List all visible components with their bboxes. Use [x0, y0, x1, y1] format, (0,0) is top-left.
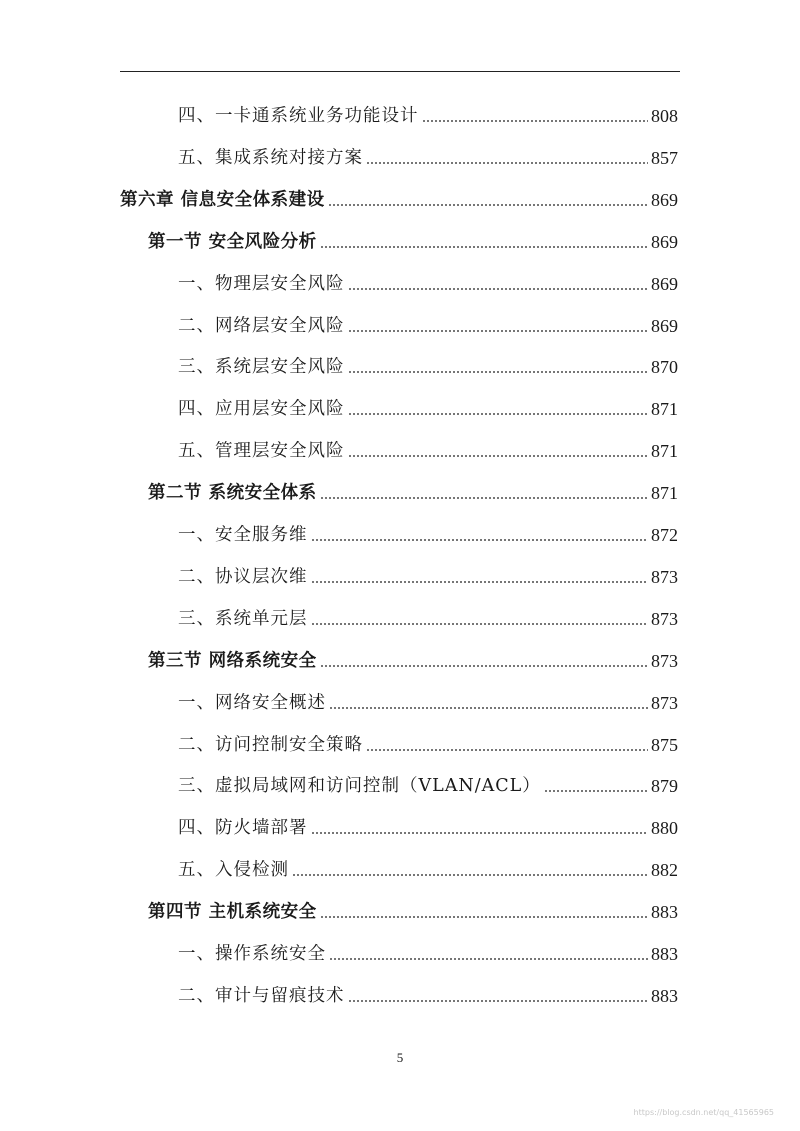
toc-entry-title: 四、一卡通系统业务功能设计 [178, 106, 419, 126]
toc-entry-title: 五、管理层安全风险 [178, 441, 345, 462]
toc-entry-title: 第二节 系统安全体系 [148, 483, 317, 504]
toc-entry-item[interactable] [178, 516, 678, 546]
toc-entry-page-number: 873 [651, 566, 678, 587]
dot-leader [348, 288, 649, 290]
toc-entry-title: 三、系统层安全风险 [178, 357, 345, 378]
toc-entry-item[interactable] [178, 97, 678, 127]
toc-entry-title: 三、虚拟局域网和访问控制（VLAN/ACL） [178, 776, 541, 797]
dot-leader [311, 539, 649, 541]
dot-leader [311, 581, 649, 583]
toc-entry-item[interactable] [178, 935, 678, 965]
toc-entry-title: 第三节 网络系统安全 [148, 650, 317, 671]
dot-leader [329, 707, 648, 709]
toc-entry-page-number: 869 [651, 273, 678, 294]
toc-entry-page-number: 883 [651, 902, 678, 923]
dot-leader [292, 874, 648, 876]
toc-entry-title: 二、协议层次维 [178, 566, 308, 587]
toc-entry-page-number: 871 [651, 483, 678, 504]
dot-leader [311, 832, 649, 834]
toc-entry-item[interactable] [178, 726, 678, 756]
dot-leader [311, 623, 649, 625]
header-rule [120, 71, 680, 72]
dot-leader [329, 958, 648, 960]
toc-entry-title: 四、防火墙部署 [178, 818, 308, 839]
dot-leader [544, 790, 648, 792]
dot-leader [348, 455, 649, 457]
toc-entry-page-number: 871 [651, 399, 678, 420]
toc-entry-page-number: 871 [651, 441, 678, 462]
toc-entry-title: 二、访问控制安全策略 [178, 734, 363, 755]
toc-entry-page-number: 882 [651, 860, 678, 881]
toc-entry-item[interactable] [178, 809, 678, 839]
toc-entry-section[interactable] [148, 642, 678, 672]
toc-entry-item[interactable] [178, 767, 678, 797]
toc-entry-item[interactable] [178, 558, 678, 588]
toc-entry-page-number: 883 [651, 985, 678, 1006]
toc-entry-page-number: 869 [651, 315, 678, 336]
page-number: 5 [396, 1050, 404, 1065]
toc-entry-item[interactable] [178, 851, 678, 881]
toc-entry-title: 一、操作系统安全 [178, 944, 326, 964]
toc-entry-page-number: 873 [651, 650, 678, 671]
toc-entry-page-number: 873 [651, 608, 678, 629]
toc-entry-item[interactable] [178, 265, 678, 295]
toc-entry-page-number: 857 [651, 147, 678, 168]
dot-leader [320, 497, 648, 499]
toc-entry-item[interactable] [178, 390, 678, 420]
toc-entry-page-number: 883 [651, 944, 678, 964]
toc-entry-title: 二、审计与留痕技术 [178, 985, 345, 1006]
toc-entry-page-number: 873 [651, 692, 678, 713]
toc-entry-title: 第四节 主机系统安全 [148, 902, 317, 923]
toc-entry-item[interactable] [178, 139, 678, 169]
toc-entry-section[interactable] [148, 223, 678, 253]
toc-entry-title: 三、系统单元层 [178, 608, 308, 629]
toc-entry-title: 一、网络安全概述 [178, 692, 326, 713]
dot-leader [348, 1000, 649, 1002]
toc-entry-item[interactable] [178, 684, 678, 714]
watermark: https://blog.csdn.net/qq_41565965 [633, 1108, 774, 1117]
dot-leader [422, 120, 649, 122]
toc-entry-item[interactable] [178, 432, 678, 462]
dot-leader [348, 371, 649, 373]
toc-entry-title: 一、安全服务维 [178, 525, 308, 545]
toc-entry-title: 二、网络层安全风险 [178, 315, 345, 336]
toc-entry-item[interactable] [178, 977, 678, 1007]
toc-entry-item[interactable] [178, 348, 678, 378]
toc-entry-title: 五、集成系统对接方案 [178, 147, 363, 168]
toc-entry-title: 一、物理层安全风险 [178, 273, 345, 294]
toc-entry-title: 四、应用层安全风险 [178, 399, 345, 420]
toc-entry-page-number: 880 [651, 818, 678, 839]
dot-leader [328, 204, 648, 206]
toc-entry-page-number: 870 [651, 357, 678, 378]
toc-entry-page-number: 879 [651, 776, 678, 797]
toc-entry-title: 第一节 安全风险分析 [148, 231, 317, 252]
toc-entry-page-number: 875 [651, 734, 678, 755]
toc-entry-item[interactable] [178, 600, 678, 630]
dot-leader [320, 246, 648, 248]
dot-leader [366, 162, 648, 164]
dot-leader [366, 749, 648, 751]
dot-leader [348, 330, 649, 332]
toc-entry-page-number: 872 [651, 525, 678, 545]
toc-entry-title: 五、入侵检测 [178, 860, 289, 881]
dot-leader [320, 916, 648, 918]
toc-entry-section[interactable] [148, 893, 678, 923]
toc-entry-page-number: 808 [651, 106, 678, 126]
toc-entry-section[interactable] [148, 474, 678, 504]
toc-entry-item[interactable] [178, 307, 678, 337]
toc-entry-page-number: 869 [651, 189, 678, 210]
dot-leader [348, 413, 649, 415]
toc-entry-page-number: 869 [651, 231, 678, 252]
toc-entry-title: 第六章 信息安全体系建设 [120, 189, 325, 210]
toc-entry-chapter[interactable] [120, 181, 678, 211]
dot-leader [320, 665, 648, 667]
